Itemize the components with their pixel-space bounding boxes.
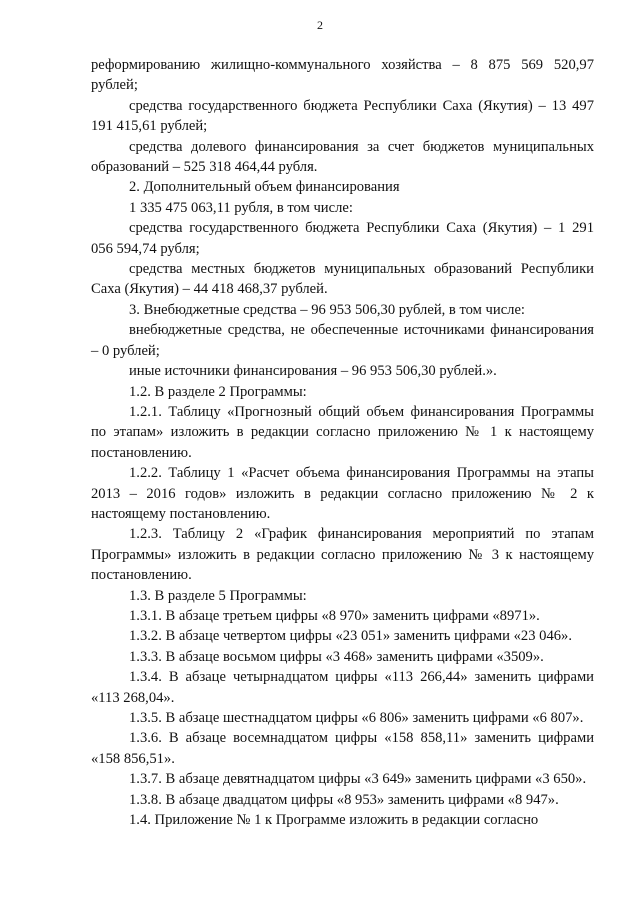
paragraph-22: 1.3.7. В абзаце девятнадцатом цифры «3 649» заменить цифрами «3 650». <box>129 771 587 788</box>
paragraph-23: 1.3.8. В абзаце двадцатом цифры «8 953» заменить цифрами «8 947». <box>129 791 559 808</box>
paragraph-20: 1.3.5. В абзаце шестнадцатом цифры «6 806» заменить цифрами «6 807». <box>129 710 584 726</box>
paragraph-11: 1.2. В разделе 2 Программы: <box>129 383 307 400</box>
paragraph-4: 2. Дополнительный объем финансирования <box>129 179 400 196</box>
paragraph-18: 1.3.3. В абзаце восьмом цифры «3 468» заменить цифрами «3509». <box>129 648 544 665</box>
paragraph-19: 1.3.4. В абзаце четырнадцатом цифры «113 266,44» заменить цифрами «113 268,04». <box>91 669 594 706</box>
paragraph-13: 1.2.2. Таблицу 1 «Расчет объема финансирования Программы на этапы 2013 – 2016 годов» изложить в редакции согласно приложению № 2 к настоящему постановлению. <box>91 465 594 522</box>
paragraph-16: 1.3.1. В абзаце третьем цифры «8 970» заменить цифрами «8971». <box>129 607 540 624</box>
paragraph-3: средства долевого финансирования за счет бюджетов муниципальных образований – 525 318 464,44 рубля. <box>91 138 594 176</box>
paragraph-7: средства местных бюджетов муниципальных образований Республики Саха (Якутия) – 44 418 468,37 рублей. <box>91 261 594 298</box>
paragraph-24: 1.4. Приложение № 1 к Программе изложить в редакции согласно <box>129 812 539 829</box>
paragraph-2: средства государственного бюджета Республики Саха (Якутия) – 13 497 191 415,61 рублей; <box>91 97 594 135</box>
paragraph-17: 1.3.2. В абзаце четвертом цифры «23 051» заменить цифрами «23 046». <box>129 628 572 645</box>
paragraph-1: реформированию жилищно-коммунального хозяйства – 8 875 569 520,97 рублей; <box>91 57 594 94</box>
document-body <box>91 55 594 830</box>
page-number: 2 <box>317 18 323 32</box>
paragraph-6: средства государственного бюджета Республики Саха (Якутия) – 1 291 056 594,74 рубля; <box>91 220 594 257</box>
paragraph-12: 1.2.1. Таблицу «Прогнозный общий объем финансирования Программы по этапам» изложить в редакции согласно приложению № 1 к настоящему постановлению. <box>91 403 594 461</box>
paragraph-9: внебюджетные средства, не обеспеченные источниками финансирования – 0 рублей; <box>91 322 594 359</box>
paragraph-14: 1.2.3. Таблицу 2 «График финансирования мероприятий по этапам Программы» изложить в редакции согласно приложению № 3 к настоящему постановлению. <box>91 526 594 584</box>
paragraph-5: 1 335 475 063,11 рубля, в том числе: <box>129 199 353 216</box>
paragraph-15: 1.3. В разделе 5 Программы: <box>129 587 307 604</box>
paragraph-8: 3. Внебюджетные средства – 96 953 506,30 рублей, в том числе: <box>129 301 525 318</box>
paragraph-21: 1.3.6. В абзаце восемнадцатом цифры «158 858,11» заменить цифрами «158 856,51». <box>91 730 594 767</box>
paragraph-10: иные источники финансирования – 96 953 506,30 рублей.». <box>129 363 497 380</box>
